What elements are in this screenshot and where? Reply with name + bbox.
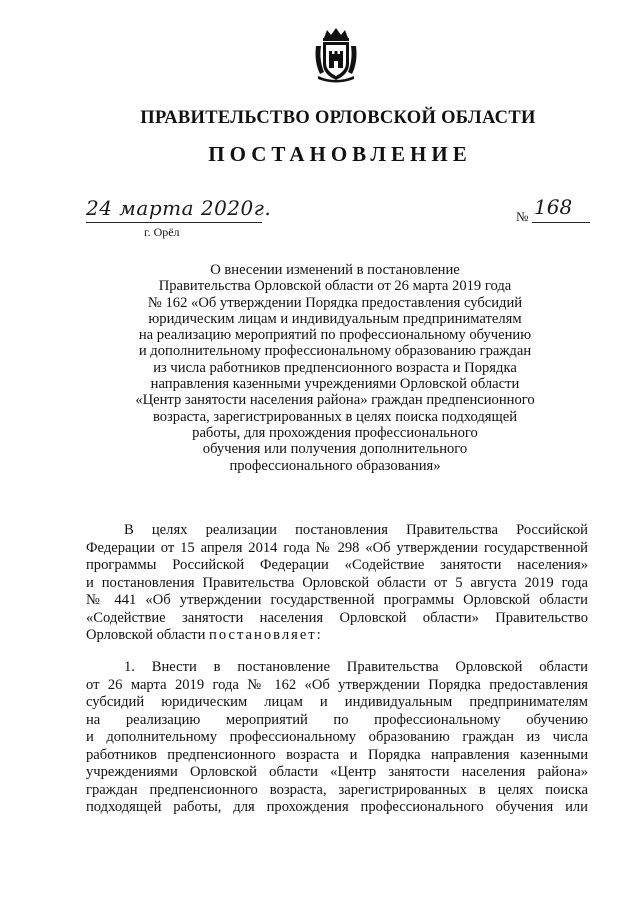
paragraph-line: субсидий юридическим лицам и индивидуальным предпринимателям <box>86 694 588 710</box>
paragraph-line: Федерации от 15 апреля 2014 года № 298 «Об утверждении государственной <box>86 539 588 556</box>
paragraph-line: работников предпенсионного возраста и Порядка направления казенными <box>86 746 588 763</box>
paragraph-line: и дополнительному профессиональному образованию граждан из числа <box>86 729 588 745</box>
subject-line: работы, для прохождения профессионального <box>192 424 478 441</box>
subject-line: № 162 «Об утверждении Порядка предоставления субсидий <box>147 294 523 311</box>
paragraph-line: В целях реализации постановления Правительства Российской <box>124 522 588 538</box>
subject-line: обучения или получения дополнительного <box>202 441 468 458</box>
subject-line: на реализацию мероприятий по профессиональному обучению <box>138 327 532 344</box>
paragraph-line: на реализацию мероприятий по профессиональному обучению <box>86 711 588 728</box>
subject-line: О внесении изменений в постановление <box>210 262 460 278</box>
paragraph-line: и постановления Правительства Орловской области от 5 августа 2019 года <box>86 574 588 591</box>
paragraph-line: подходящей работы, для прохождения профессионального обучения или <box>86 799 588 815</box>
paragraph-line: «Содействие занятости населения Орловской области» Правительство <box>86 609 588 626</box>
number-underline <box>532 222 590 223</box>
handwritten-date: 24 марта 2020г. <box>86 196 272 220</box>
document-type-title: ПОСТАНОВЛЕНИЕ <box>208 142 472 166</box>
date-underline <box>86 222 262 223</box>
paragraph-line: учреждениями Орловской области «Центр занятости населения района» <box>86 764 588 780</box>
subject-line: профессионального образования» <box>229 457 441 474</box>
number-sign: № <box>516 209 529 224</box>
handwritten-number: 168 <box>534 195 573 219</box>
document-subject <box>110 262 560 474</box>
subject-line: возраста, зарегистрированных в целях поиска подходящей <box>152 408 518 425</box>
paragraph-line: № 441 «Об утверждении государственной программы Орловской области <box>86 592 588 608</box>
subject-line: Правительства Орловской области от 26 марта 2019 года <box>158 278 512 295</box>
subject-line: и дополнительному профессиональному образованию граждан <box>138 343 532 360</box>
orel-coat-of-arms-icon <box>312 26 360 84</box>
government-name: ПРАВИТЕЛЬСТВО ОРЛОВСКОЙ ОБЛАСТИ <box>140 108 536 128</box>
clause-1-paragraph <box>86 659 588 817</box>
resolution-word: постановляет: <box>209 627 323 643</box>
paragraph-line: от 26 марта 2019 года № 162 «Об утверждении Порядка предоставления <box>86 676 588 693</box>
paragraph-line: 1. Внести в постановление Правительства Орловской области <box>124 659 588 675</box>
paragraph-line: программы Российской Федерации «Содействие занятости населения» <box>86 557 588 573</box>
paragraph-line: граждан предпенсионного возраста, зарегистрированных в целях поиска <box>86 781 588 798</box>
city-label: г. Орёл <box>144 225 180 239</box>
subject-line: «Центр занятости населения района» граждан предпенсионного <box>135 392 535 409</box>
preamble-paragraph <box>86 522 588 645</box>
paragraph-line <box>86 627 588 645</box>
resolution-prefix: Орловской области <box>86 627 210 643</box>
subject-line: юридическим лицам и индивидуальным предпринимателям <box>148 310 522 327</box>
subject-line: направления казенными учреждениями Орловской области <box>150 376 520 393</box>
subject-line: из числа работников предпенсионного возраста и Порядка <box>153 359 517 376</box>
